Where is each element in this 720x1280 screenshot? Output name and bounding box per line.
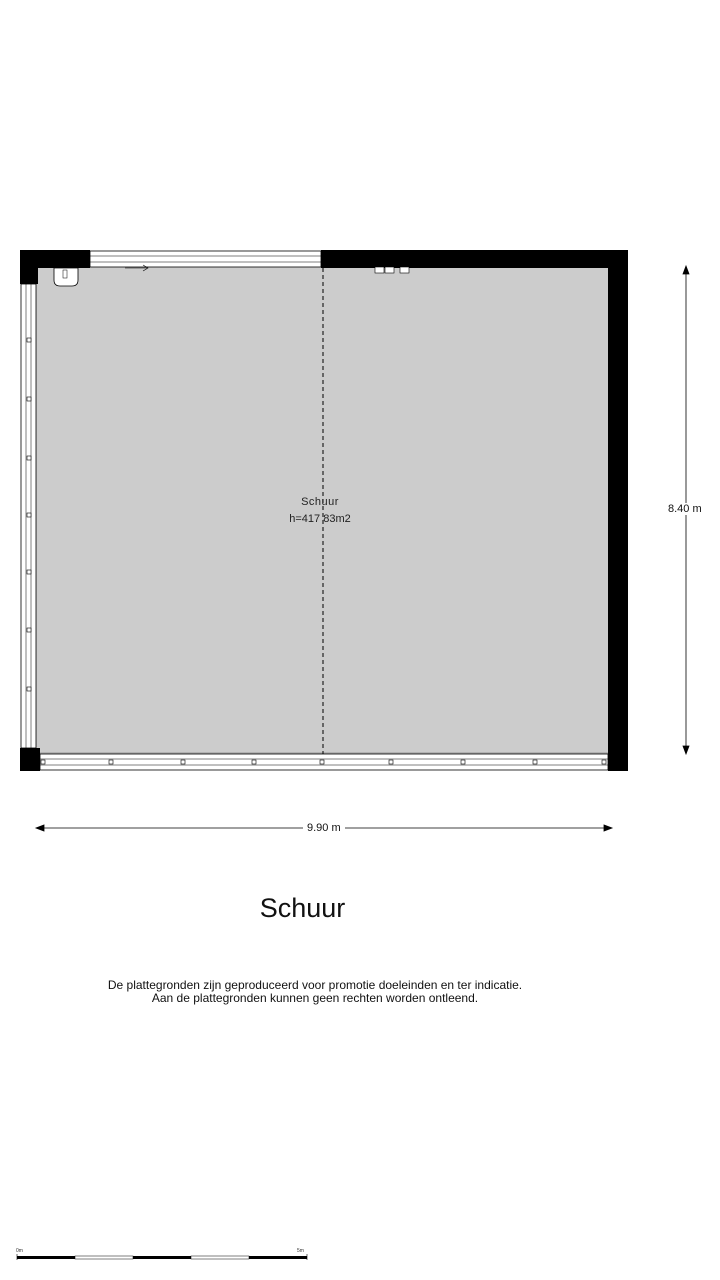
disclaimer-line-1: De plattegronden zijn geproduceerd voor promotie doeleinden en ter indicatie. — [107, 978, 523, 992]
outlet-icon — [375, 267, 409, 273]
room-name-label: Schuur — [301, 496, 339, 508]
wall-corner-top-left — [20, 250, 38, 284]
wall-right — [608, 250, 628, 771]
scale-bar — [17, 1254, 307, 1260]
page-title: Schuur — [259, 893, 346, 923]
bottom-window-wall — [40, 754, 608, 770]
scale-end-label: 5m — [297, 1248, 304, 1254]
wall-top-right — [321, 250, 628, 268]
wall-corner-bottom-left — [20, 748, 40, 771]
scale-start-label: 0m — [16, 1248, 23, 1254]
width-dimension-label: 9.90 m — [303, 822, 345, 834]
height-dimension-label: 8.40 m — [668, 503, 702, 515]
room-area-label: h=417 83m2 — [289, 513, 351, 525]
fixture-icon — [54, 268, 78, 286]
left-window-wall — [21, 284, 36, 748]
disclaimer-line-2: Aan de plattegronden kunnen geen rechten worden ontleend. — [151, 991, 479, 1005]
